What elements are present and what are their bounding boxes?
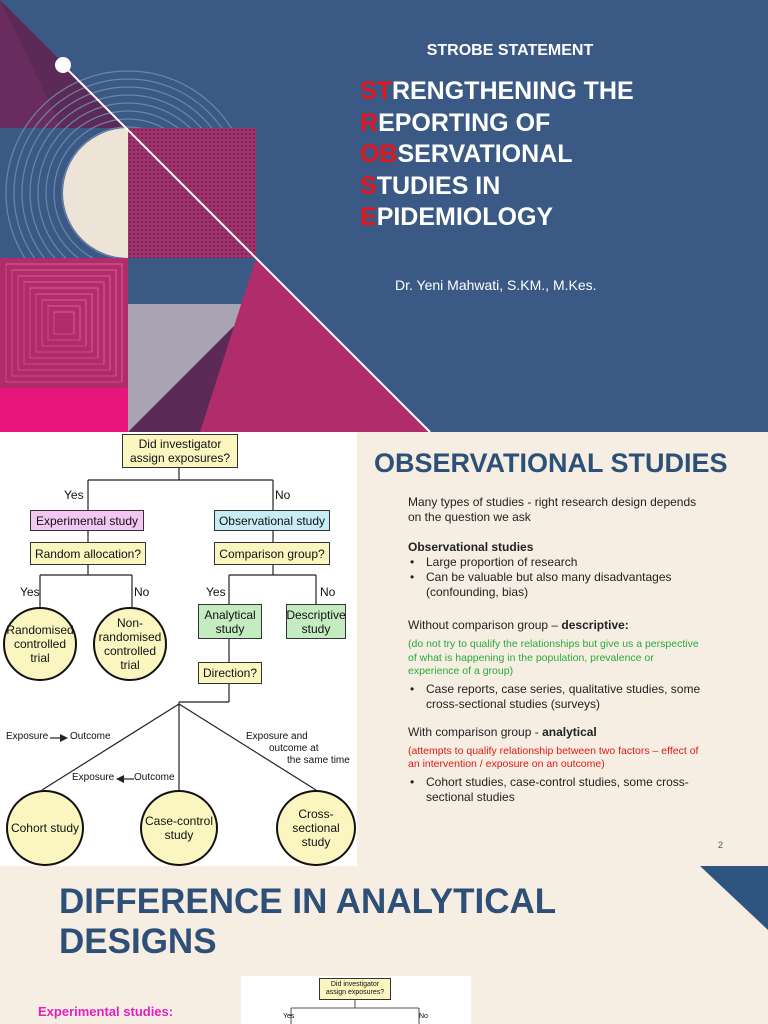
without-bullets xyxy=(408,682,708,712)
without-heading: Without comparison group – descriptive: xyxy=(408,618,629,632)
flow-yes-label: Yes xyxy=(64,488,84,502)
slide-title: OBSERVATIONAL STUDIES xyxy=(374,448,728,478)
analytical-study-node: Analytical study xyxy=(198,604,262,639)
obs-bullet: • Can be valuable but also many disadvantages (confounding, bias) xyxy=(426,570,708,600)
title-line-5: EPIDEMIOLOGY xyxy=(360,203,554,231)
outcome-at-label: outcome at xyxy=(269,743,319,754)
mini-yes-label: Yes xyxy=(283,1013,295,1020)
cross-sectional-study-node: Cross-sectional study xyxy=(276,790,356,866)
mini-no-label: No xyxy=(419,1013,428,1020)
slide-title xyxy=(360,76,634,234)
with-bullets xyxy=(408,775,708,805)
cohort-study-node: Cohort study xyxy=(6,790,84,866)
exposure-label-2: Exposure xyxy=(72,772,115,783)
outcome-label-2: Outcome xyxy=(134,772,175,783)
comparison-group-node: Comparison group? xyxy=(214,542,330,565)
with-heading: With comparison group - analytical xyxy=(408,724,597,739)
observational-study-node: Observational study xyxy=(214,510,330,531)
observational-studies-slide xyxy=(0,432,768,866)
obs-heading: Observational studies xyxy=(408,540,534,554)
experimental-studies-label: Experimental studies: xyxy=(38,1004,174,1019)
title-line-3: OBSERVATIONAL xyxy=(360,140,573,168)
outcome-label-1: Outcome xyxy=(70,731,111,742)
flowchart-panel xyxy=(0,432,357,866)
with-bullet: • Cohort studies, case-control studies, some cross-sectional studies xyxy=(426,775,708,805)
title-line-1: STRENGTHENING THE xyxy=(360,77,634,105)
obs-bullets xyxy=(408,555,708,600)
descriptive-study-node: Descriptive study xyxy=(286,604,346,639)
mini-flowchart xyxy=(241,976,471,1024)
slide-body xyxy=(408,495,708,805)
exposure-and-label: Exposure and xyxy=(246,731,308,742)
title-line-1: DIFFERENCE IN ANALYTICAL xyxy=(59,882,557,921)
slide-title xyxy=(59,882,556,962)
mini-flow-connectors xyxy=(241,976,471,1024)
flow-no-label-2: No xyxy=(134,585,150,599)
slide-subtitle: STROBE STATEMENT xyxy=(426,42,594,59)
intro-text: Many types of studies - right research design depends on the question we ask xyxy=(408,495,697,524)
flow-no-label-3: No xyxy=(320,585,336,599)
corner-triangle-decoration xyxy=(700,866,768,930)
flow-root-node: Did investigator assign exposures? xyxy=(122,434,238,468)
title-line-4: STUDIES IN xyxy=(360,171,501,200)
flow-no-label: No xyxy=(275,488,291,502)
analytical-designs-slide xyxy=(0,866,768,1024)
mini-root-node: Did investigator assign exposures? xyxy=(319,978,391,1000)
page-number: 2 xyxy=(718,840,724,850)
flow-yes-label-3: Yes xyxy=(206,585,226,599)
without-note: (do not try to qualify the relationships but give us a perspective of what is happening in the population, prevalence or experience of a group) xyxy=(408,638,699,677)
experimental-study-node: Experimental study xyxy=(30,510,144,531)
exposure-label-1: Exposure xyxy=(6,731,49,742)
without-bullet: • Case reports, case series, qualitative studies, some cross-sectional studies (surveys) xyxy=(426,682,708,712)
case-control-study-node: Case-control study xyxy=(140,790,218,866)
non-rct-node: Non-randomised controlled trial xyxy=(93,607,167,681)
obs-bullet: • Large proportion of research xyxy=(426,555,708,570)
rct-node: Randomised controlled trial xyxy=(3,607,77,681)
same-time-label: the same time xyxy=(287,755,350,766)
with-note: (attempts to qualify relationship between two factors – effect of an intervention / exposure on an outcome) xyxy=(408,744,699,770)
flow-yes-label-2: Yes xyxy=(20,585,40,599)
random-allocation-node: Random allocation? xyxy=(30,542,146,565)
author-name: Dr. Yeni Mahwati, S.KM., M.Kes. xyxy=(395,277,597,293)
title-line-2: DESIGNS xyxy=(59,922,217,961)
title-slide xyxy=(0,0,768,432)
direction-node: Direction? xyxy=(198,662,262,684)
title-line-2: REPORTING OF xyxy=(360,108,551,137)
